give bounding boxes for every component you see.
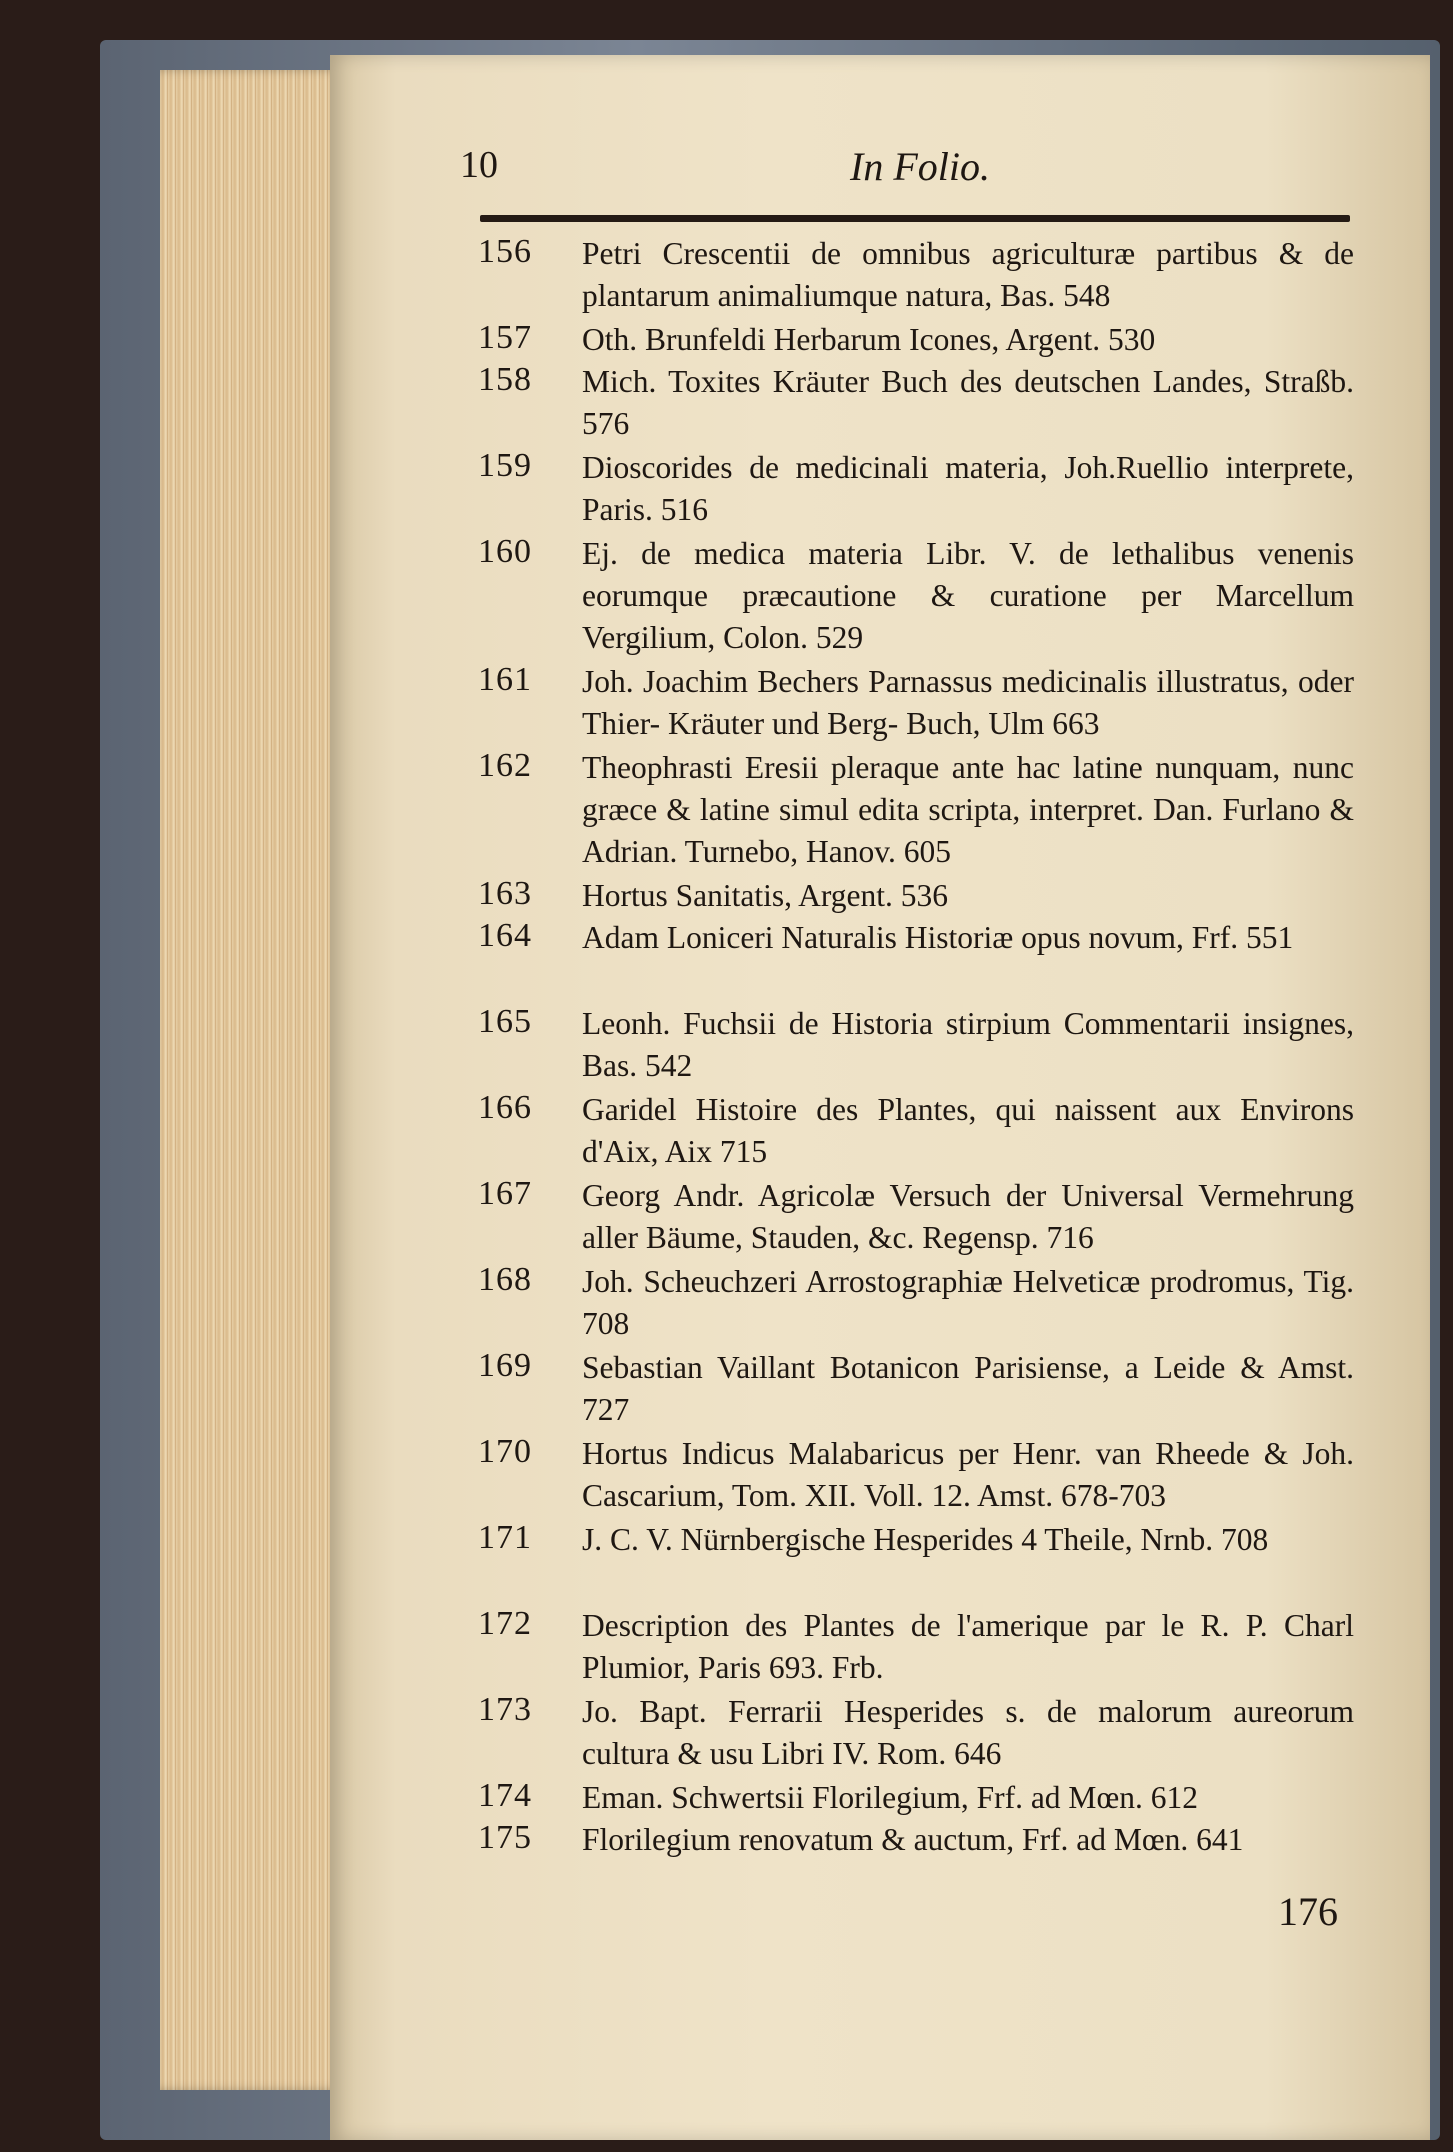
entry-text: Ej. de medica materia Libr. V. de lethalibus venenis eorumque præcautione & curatione per Marcellum Vergilium, Colon. 529 bbox=[582, 536, 1354, 655]
entry-number: 169 bbox=[478, 1347, 532, 1384]
entry-number: 159 bbox=[478, 447, 532, 484]
entry-text: Leonh. Fuchsii de Historia stirpium Commentarii insignes, Bas. 542 bbox=[582, 1006, 1354, 1083]
entry-text: Florilegium renovatum & auctum, Frf. ad Mœn. 641 bbox=[582, 1822, 1244, 1857]
entry-number: 164 bbox=[478, 917, 532, 954]
page-header bbox=[330, 143, 1430, 203]
entry-text: Joh. Joachim Bechers Parnassus medicinalis illustratus, oder Thier- Kräuter und Berg- Buch, Ulm 663 bbox=[582, 664, 1354, 741]
entry-number: 170 bbox=[478, 1433, 532, 1470]
entry-number: 158 bbox=[478, 361, 532, 398]
entry-text: Theophrasti Eresii pleraque ante hac latine nunquam, nunc græce & latine simul edita scripta, interpret. Dan. Furlano & Adrian. Turnebo, Hanov. 605 bbox=[582, 750, 1354, 869]
entry-text: Petri Crescentii de omnibus agriculturæ partibus & de plantarum animaliumque natura, Bas. 548 bbox=[582, 236, 1354, 313]
entry-number: 165 bbox=[478, 1003, 532, 1040]
entry-number: 166 bbox=[478, 1089, 532, 1126]
entry-number: 171 bbox=[478, 1519, 532, 1556]
entry-number: 167 bbox=[478, 1175, 532, 1212]
entry-text: Eman. Schwertsii Florilegium, Frf. ad Mœn. 612 bbox=[582, 1780, 1198, 1815]
entry-number: 175 bbox=[478, 1819, 532, 1856]
entry-text: Adam Loniceri Naturalis Historiæ opus novum, Frf. 551 bbox=[582, 920, 1294, 955]
entry-text: Description des Plantes de l'amerique par le R. P. Charl Plumior, Paris 693. Frb. bbox=[582, 1608, 1354, 1685]
page-number: 10 bbox=[460, 144, 498, 186]
entry-number: 172 bbox=[478, 1605, 532, 1642]
entry-text: Georg Andr. Agricolæ Versuch der Universal Vermehrung aller Bäume, Stauden, &c. Regensp. 716 bbox=[582, 1178, 1354, 1255]
entry-text: Garidel Histoire des Plantes, qui naissent aux Environs d'Aix, Aix 715 bbox=[582, 1092, 1354, 1169]
entry-text: Jo. Bapt. Ferrarii Hesperides s. de malorum aureorum cultura & usu Libri IV. Rom. 646 bbox=[582, 1694, 1354, 1771]
entry-text: Joh. Scheuchzeri Arrostographiæ Helveticæ prodromus, Tig. 708 bbox=[582, 1264, 1354, 1341]
running-title: In Folio. bbox=[850, 144, 990, 189]
entry-text: Mich. Toxites Kräuter Buch des deutschen Landes, Straßb. 576 bbox=[582, 364, 1354, 441]
entry-number: 162 bbox=[478, 747, 532, 784]
entry-number: 168 bbox=[478, 1261, 532, 1298]
entry-number: 160 bbox=[478, 533, 532, 570]
entry-number: 161 bbox=[478, 661, 532, 698]
entry-text: Sebastian Vaillant Botanicon Parisiense, a Leide & Amst. 727 bbox=[582, 1350, 1354, 1427]
entry-text: J. C. V. Nürnbergische Hesperides 4 Theile, Nrnb. 708 bbox=[582, 1522, 1269, 1557]
entry-text: Dioscorides de medicinali materia, Joh.Ruellio interprete, Paris. 516 bbox=[582, 450, 1354, 527]
entry-number: 157 bbox=[478, 319, 532, 356]
entry-text: Hortus Indicus Malabaricus per Henr. van Rheede & Joh. Cascarium, Tom. XII. Voll. 12. Amst. 678-703 bbox=[582, 1436, 1354, 1513]
page-edges bbox=[160, 70, 345, 2090]
entry-number: 173 bbox=[478, 1691, 532, 1728]
header-rule bbox=[480, 215, 1350, 222]
entry-number: 163 bbox=[478, 875, 532, 912]
book-page bbox=[330, 55, 1430, 2140]
entry-number: 156 bbox=[478, 233, 532, 270]
entry-number: 174 bbox=[478, 1777, 532, 1814]
entry-text: Oth. Brunfeldi Herbarum Icones, Argent. 530 bbox=[582, 322, 1156, 357]
catchword: 176 bbox=[1278, 1889, 1338, 1934]
entry-text: Hortus Sanitatis, Argent. 536 bbox=[582, 878, 949, 913]
